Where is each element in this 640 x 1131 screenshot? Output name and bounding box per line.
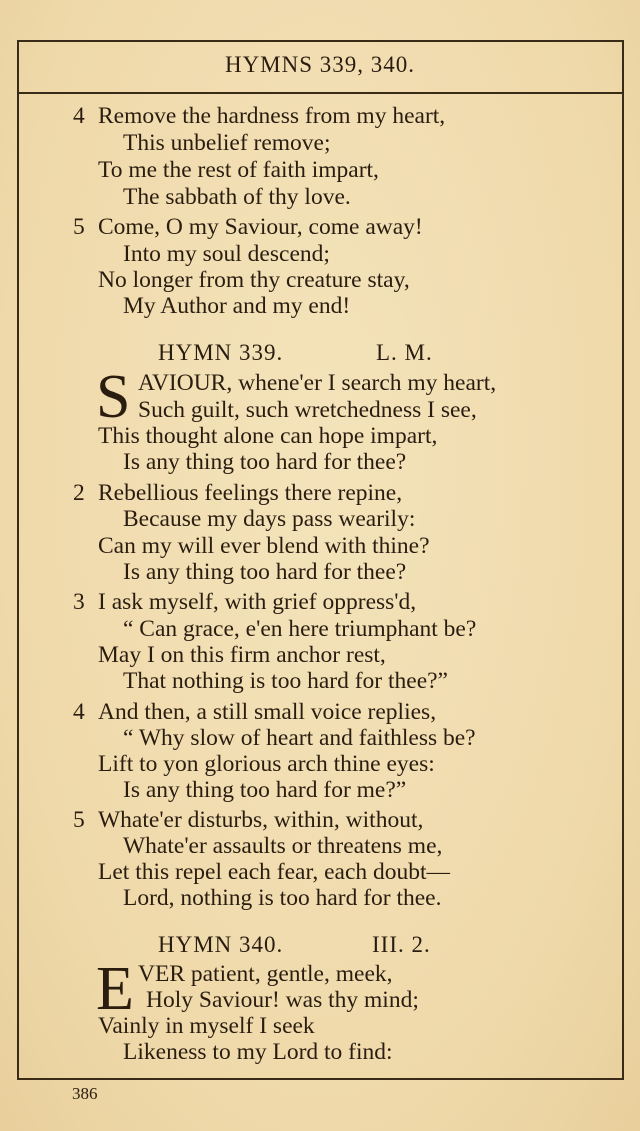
- verse-line: And then, a still small voice replies,: [98, 699, 437, 725]
- verse-line: VER patient, gentle, meek,: [138, 961, 393, 987]
- verse-line: Is any thing too hard for thee?: [123, 559, 407, 585]
- verse-line: Let this repel each fear, each doubt—: [98, 859, 451, 885]
- verse-line: Into my soul descend;: [123, 241, 330, 267]
- verse-line: My Author and my end!: [123, 293, 351, 319]
- hymn-339-title: HYMN 339.: [158, 340, 284, 365]
- header-rule: [17, 92, 624, 94]
- stanza-number: 5: [73, 214, 85, 240]
- stanza-number: 4: [73, 699, 85, 725]
- verse-line: Remove the hardness from my heart,: [98, 103, 446, 129]
- hymn-340-title: HYMN 340.: [158, 932, 284, 957]
- verse-line: Vainly in myself I seek: [98, 1013, 315, 1039]
- verse-line: Holy Saviour! was thy mind;: [146, 987, 419, 1013]
- verse-line: Lift to yon glorious arch thine eyes:: [98, 751, 435, 777]
- verse-line: Is any thing too hard for thee?: [123, 449, 407, 475]
- verse-line: Rebellious feelings there repine,: [98, 480, 403, 506]
- verse-line: Likeness to my Lord to find:: [123, 1039, 393, 1065]
- verse-line: “ Can grace, e'en here triumphant be?: [123, 616, 477, 642]
- running-head: HYMNS 339, 340.: [224, 52, 416, 77]
- frame-top-rule: [17, 40, 624, 42]
- verse-line: Whate'er assaults or threatens me,: [123, 833, 443, 859]
- stanza-number: 3: [73, 589, 85, 615]
- hymn-340-meter: III. 2.: [372, 932, 431, 957]
- verse-line: This thought alone can hope impart,: [98, 423, 438, 449]
- stanza-number: 4: [73, 103, 85, 129]
- verse-line: Whate'er disturbs, within, without,: [98, 807, 424, 833]
- verse-line: Come, O my Saviour, come away!: [98, 214, 423, 240]
- verse-line: Can my will ever blend with thine?: [98, 533, 430, 559]
- verse-line: Because my days pass wearily:: [123, 506, 416, 532]
- verse-line: AVIOUR, whene'er I search my heart,: [138, 370, 497, 396]
- verse-line: May I on this firm anchor rest,: [98, 642, 386, 668]
- verse-line: No longer from thy creature stay,: [98, 267, 410, 293]
- drop-cap-e: E: [96, 955, 134, 1023]
- verse-line: To me the rest of faith impart,: [98, 157, 379, 183]
- frame-right-rule: [622, 40, 624, 1080]
- verse-line: I ask myself, with grief oppress'd,: [98, 589, 417, 615]
- frame-left-rule: [17, 40, 19, 1080]
- verse-line: Such guilt, such wretchedness I see,: [138, 397, 477, 423]
- verse-line: “ Why slow of heart and faithless be?: [123, 725, 476, 751]
- stanza-number: 2: [73, 480, 85, 506]
- hymn-339-meter: L. M.: [376, 340, 433, 365]
- bottom-rule: [17, 1078, 624, 1080]
- drop-cap-s: S: [96, 363, 131, 431]
- page-number: 386: [72, 1084, 98, 1103]
- stanza-number: 5: [73, 807, 85, 833]
- verse-line: The sabbath of thy love.: [123, 184, 351, 210]
- verse-line: Is any thing too hard for me?”: [123, 777, 407, 803]
- verse-line: Lord, nothing is too hard for thee.: [123, 885, 442, 911]
- verse-line: This unbelief remove;: [123, 130, 331, 156]
- verse-line: That nothing is too hard for thee?”: [123, 668, 448, 694]
